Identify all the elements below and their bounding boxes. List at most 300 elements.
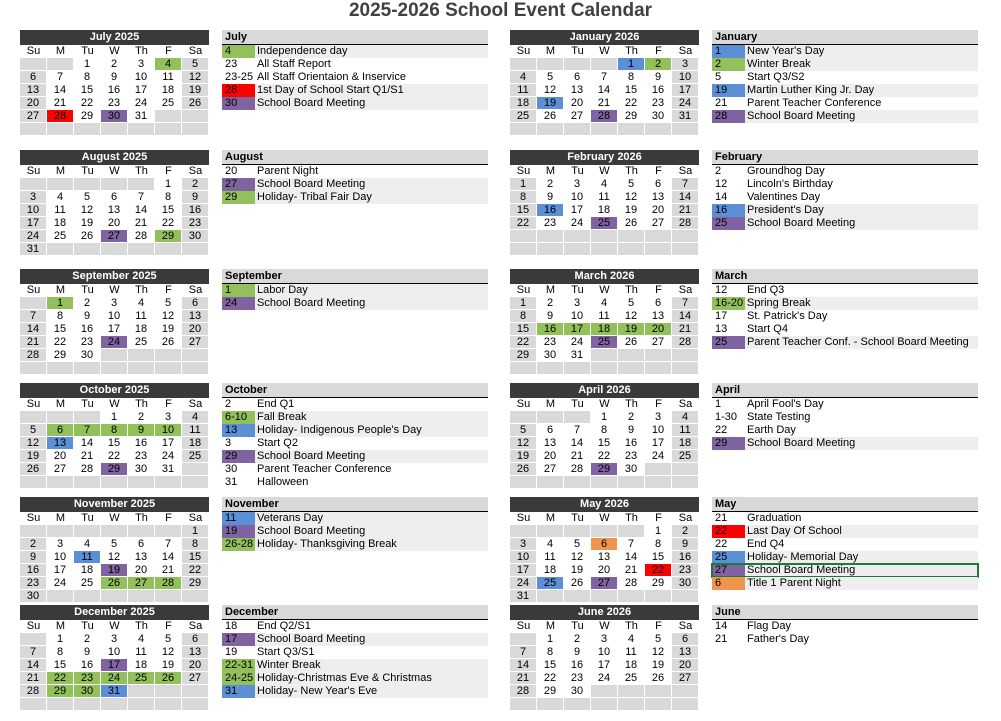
calendar-day[interactable]: 27 (182, 336, 209, 349)
calendar-day[interactable]: 2 (537, 297, 564, 310)
event-row[interactable] (222, 58, 488, 71)
event-row[interactable] (712, 564, 978, 577)
event-row[interactable] (222, 512, 488, 525)
calendar-day[interactable]: 22 (101, 450, 128, 463)
calendar-day[interactable]: 13 (47, 437, 74, 450)
calendar-day[interactable]: 13 (537, 437, 564, 450)
calendar-day[interactable]: 31 (20, 243, 47, 256)
calendar-day[interactable]: 14 (20, 323, 47, 336)
calendar-day[interactable]: 4 (128, 297, 155, 310)
calendar-day[interactable]: 27 (101, 230, 128, 243)
calendar-day[interactable]: 8 (101, 424, 128, 437)
calendar-day[interactable]: 9 (537, 310, 564, 323)
calendar-day[interactable]: 12 (155, 646, 182, 659)
calendar-day[interactable]: 31 (155, 463, 182, 476)
calendar-day[interactable]: 14 (591, 84, 618, 97)
calendar-day[interactable]: 17 (672, 84, 699, 97)
event-row[interactable] (712, 620, 978, 633)
calendar-day[interactable]: 16 (672, 551, 699, 564)
calendar-day[interactable]: 15 (591, 437, 618, 450)
event-row[interactable] (712, 45, 978, 58)
calendar-day[interactable]: 12 (155, 310, 182, 323)
calendar-day[interactable]: 6 (182, 633, 209, 646)
event-row[interactable] (712, 204, 978, 217)
calendar-day[interactable]: 10 (101, 646, 128, 659)
calendar-day[interactable]: 26 (510, 463, 537, 476)
event-row[interactable] (712, 191, 978, 204)
calendar-day[interactable]: 16 (537, 204, 564, 217)
calendar-day[interactable]: 4 (74, 538, 101, 551)
calendar-day[interactable]: 12 (618, 310, 645, 323)
calendar-day[interactable]: 1 (510, 297, 537, 310)
event-row[interactable] (222, 424, 488, 437)
calendar-day[interactable]: 26 (101, 577, 128, 590)
calendar-day[interactable]: 2 (20, 538, 47, 551)
calendar-day[interactable]: 11 (618, 646, 645, 659)
calendar-day[interactable]: 17 (128, 84, 155, 97)
event-row[interactable] (222, 659, 488, 672)
calendar-day[interactable]: 19 (20, 450, 47, 463)
calendar-day[interactable]: 18 (672, 437, 699, 450)
calendar-day[interactable]: 10 (20, 204, 47, 217)
calendar-day[interactable]: 20 (128, 564, 155, 577)
calendar-day[interactable]: 13 (591, 551, 618, 564)
calendar-day[interactable]: 24 (510, 577, 537, 590)
calendar-day[interactable]: 28 (510, 685, 537, 698)
event-row[interactable] (222, 672, 488, 685)
calendar-day[interactable]: 10 (510, 551, 537, 564)
calendar-day[interactable]: 24 (155, 450, 182, 463)
calendar-day[interactable]: 12 (618, 191, 645, 204)
calendar-day[interactable]: 13 (101, 204, 128, 217)
event-row[interactable] (712, 323, 978, 336)
calendar-day[interactable]: 11 (510, 84, 537, 97)
calendar-day[interactable]: 29 (155, 230, 182, 243)
calendar-day[interactable]: 20 (672, 659, 699, 672)
calendar-day[interactable]: 6 (47, 424, 74, 437)
calendar-day[interactable]: 10 (672, 71, 699, 84)
calendar-day[interactable]: 30 (645, 110, 672, 123)
calendar-day[interactable]: 23 (74, 672, 101, 685)
calendar-day[interactable]: 17 (47, 564, 74, 577)
calendar-day[interactable]: 3 (101, 297, 128, 310)
calendar-day[interactable]: 21 (672, 204, 699, 217)
calendar-day[interactable]: 3 (128, 58, 155, 71)
calendar-day[interactable]: 11 (155, 71, 182, 84)
calendar-day[interactable]: 20 (101, 217, 128, 230)
event-row[interactable] (222, 646, 488, 659)
event-row[interactable] (222, 71, 488, 84)
calendar-day[interactable]: 14 (672, 310, 699, 323)
calendar-day[interactable]: 19 (618, 323, 645, 336)
calendar-day[interactable]: 26 (20, 463, 47, 476)
calendar-day[interactable]: 6 (537, 424, 564, 437)
calendar-day[interactable]: 11 (672, 424, 699, 437)
calendar-day[interactable]: 20 (591, 564, 618, 577)
calendar-day[interactable]: 21 (672, 323, 699, 336)
calendar-day[interactable]: 10 (128, 71, 155, 84)
event-row[interactable] (712, 165, 978, 178)
calendar-day[interactable]: 13 (672, 646, 699, 659)
calendar-day[interactable]: 1 (537, 633, 564, 646)
calendar-day[interactable]: 3 (510, 538, 537, 551)
calendar-day[interactable]: 17 (510, 564, 537, 577)
calendar-day[interactable]: 26 (182, 97, 209, 110)
calendar-day[interactable]: 2 (101, 58, 128, 71)
calendar-day[interactable]: 27 (128, 577, 155, 590)
calendar-day[interactable]: 15 (510, 323, 537, 336)
calendar-day[interactable]: 29 (182, 577, 209, 590)
calendar-day[interactable]: 31 (128, 110, 155, 123)
calendar-day[interactable]: 26 (537, 110, 564, 123)
calendar-day[interactable]: 3 (101, 633, 128, 646)
calendar-day[interactable]: 29 (510, 349, 537, 362)
calendar-day[interactable]: 7 (672, 178, 699, 191)
calendar-day[interactable]: 25 (74, 577, 101, 590)
calendar-day[interactable]: 5 (618, 178, 645, 191)
event-row[interactable] (222, 538, 488, 551)
calendar-day[interactable]: 1 (618, 58, 645, 71)
calendar-day[interactable]: 21 (510, 672, 537, 685)
calendar-day[interactable]: 22 (537, 672, 564, 685)
calendar-day[interactable]: 20 (645, 204, 672, 217)
calendar-day[interactable]: 7 (510, 646, 537, 659)
calendar-day[interactable]: 8 (510, 310, 537, 323)
calendar-day[interactable]: 21 (591, 97, 618, 110)
calendar-day[interactable]: 27 (672, 672, 699, 685)
calendar-day[interactable]: 30 (182, 230, 209, 243)
event-row[interactable] (222, 284, 488, 297)
calendar-day[interactable]: 2 (645, 58, 672, 71)
calendar-day[interactable]: 22 (510, 217, 537, 230)
calendar-day[interactable]: 7 (591, 71, 618, 84)
calendar-day[interactable]: 11 (128, 646, 155, 659)
event-row[interactable] (222, 476, 488, 489)
calendar-day[interactable]: 25 (155, 97, 182, 110)
calendar-day[interactable]: 11 (591, 310, 618, 323)
calendar-day[interactable]: 25 (591, 336, 618, 349)
calendar-day[interactable]: 9 (182, 191, 209, 204)
calendar-day[interactable]: 2 (672, 525, 699, 538)
calendar-day[interactable]: 15 (182, 551, 209, 564)
calendar-day[interactable]: 8 (155, 191, 182, 204)
calendar-day[interactable]: 25 (128, 336, 155, 349)
calendar-day[interactable]: 23 (537, 336, 564, 349)
event-row[interactable] (222, 178, 488, 191)
calendar-day[interactable]: 2 (618, 411, 645, 424)
event-row[interactable] (222, 525, 488, 538)
calendar-day[interactable]: 13 (645, 191, 672, 204)
calendar-day[interactable]: 3 (564, 297, 591, 310)
calendar-day[interactable]: 14 (618, 551, 645, 564)
calendar-day[interactable]: 1 (101, 411, 128, 424)
calendar-day[interactable]: 25 (618, 672, 645, 685)
calendar-day[interactable]: 8 (537, 646, 564, 659)
event-row[interactable] (222, 165, 488, 178)
calendar-day[interactable]: 23 (618, 450, 645, 463)
calendar-day[interactable]: 22 (645, 564, 672, 577)
event-row[interactable] (712, 512, 978, 525)
calendar-day[interactable]: 25 (591, 217, 618, 230)
calendar-day[interactable]: 21 (47, 97, 74, 110)
event-row[interactable] (712, 284, 978, 297)
event-row[interactable] (222, 191, 488, 204)
calendar-day[interactable]: 13 (182, 646, 209, 659)
event-row[interactable] (712, 525, 978, 538)
calendar-day[interactable]: 15 (510, 204, 537, 217)
event-row[interactable] (712, 71, 978, 84)
calendar-day[interactable]: 5 (510, 424, 537, 437)
calendar-day[interactable]: 29 (47, 349, 74, 362)
calendar-day[interactable]: 16 (645, 84, 672, 97)
event-row[interactable] (222, 297, 488, 310)
event-row[interactable] (712, 178, 978, 191)
calendar-day[interactable]: 25 (47, 230, 74, 243)
calendar-day[interactable]: 30 (672, 577, 699, 590)
event-row[interactable] (222, 437, 488, 450)
calendar-day[interactable]: 28 (128, 230, 155, 243)
event-row[interactable] (222, 620, 488, 633)
calendar-day[interactable]: 17 (20, 217, 47, 230)
calendar-day[interactable]: 18 (47, 217, 74, 230)
calendar-day[interactable]: 2 (74, 297, 101, 310)
calendar-day[interactable]: 18 (128, 323, 155, 336)
calendar-day[interactable]: 30 (101, 110, 128, 123)
calendar-day[interactable]: 3 (20, 191, 47, 204)
calendar-day[interactable]: 8 (74, 71, 101, 84)
calendar-day[interactable]: 8 (47, 646, 74, 659)
calendar-day[interactable]: 1 (47, 633, 74, 646)
calendar-day[interactable]: 31 (101, 685, 128, 698)
calendar-day[interactable]: 7 (47, 71, 74, 84)
calendar-day[interactable]: 18 (618, 659, 645, 672)
calendar-day[interactable]: 5 (101, 538, 128, 551)
calendar-day[interactable]: 10 (564, 310, 591, 323)
calendar-day[interactable]: 30 (74, 349, 101, 362)
calendar-day[interactable]: 2 (74, 633, 101, 646)
calendar-day[interactable]: 5 (618, 297, 645, 310)
calendar-day[interactable]: 19 (537, 97, 564, 110)
calendar-day[interactable]: 26 (564, 577, 591, 590)
calendar-day[interactable]: 17 (101, 659, 128, 672)
calendar-day[interactable]: 16 (182, 204, 209, 217)
calendar-day[interactable]: 10 (645, 424, 672, 437)
calendar-day[interactable]: 14 (128, 204, 155, 217)
calendar-day[interactable]: 12 (101, 551, 128, 564)
calendar-day[interactable]: 11 (537, 551, 564, 564)
calendar-day[interactable]: 18 (591, 323, 618, 336)
calendar-day[interactable]: 17 (564, 204, 591, 217)
calendar-day[interactable]: 7 (128, 191, 155, 204)
event-row[interactable] (712, 84, 978, 97)
calendar-day[interactable]: 16 (537, 323, 564, 336)
calendar-day[interactable]: 15 (645, 551, 672, 564)
event-row[interactable] (712, 551, 978, 564)
calendar-day[interactable]: 9 (74, 310, 101, 323)
calendar-day[interactable]: 30 (564, 685, 591, 698)
calendar-day[interactable]: 22 (591, 450, 618, 463)
calendar-day[interactable]: 1 (47, 297, 74, 310)
event-row[interactable] (712, 437, 978, 450)
event-row[interactable] (222, 633, 488, 646)
calendar-day[interactable]: 5 (155, 297, 182, 310)
event-row[interactable] (222, 398, 488, 411)
calendar-day[interactable]: 23 (20, 577, 47, 590)
calendar-day[interactable]: 8 (645, 538, 672, 551)
calendar-day[interactable]: 19 (182, 84, 209, 97)
calendar-day[interactable]: 6 (645, 178, 672, 191)
calendar-day[interactable]: 7 (672, 297, 699, 310)
calendar-day[interactable]: 2 (564, 633, 591, 646)
calendar-day[interactable]: 13 (128, 551, 155, 564)
calendar-day[interactable]: 26 (155, 336, 182, 349)
calendar-day[interactable]: 5 (74, 191, 101, 204)
calendar-day[interactable]: 19 (155, 323, 182, 336)
calendar-day[interactable]: 4 (47, 191, 74, 204)
calendar-day[interactable]: 23 (564, 672, 591, 685)
event-row[interactable] (222, 97, 488, 110)
calendar-day[interactable]: 21 (74, 450, 101, 463)
event-row[interactable] (222, 450, 488, 463)
calendar-day[interactable]: 30 (74, 685, 101, 698)
calendar-day[interactable]: 15 (74, 84, 101, 97)
calendar-day[interactable]: 17 (564, 323, 591, 336)
calendar-day[interactable]: 22 (510, 336, 537, 349)
event-row[interactable] (712, 217, 978, 230)
calendar-day[interactable]: 16 (74, 659, 101, 672)
calendar-day[interactable]: 28 (20, 349, 47, 362)
calendar-day[interactable]: 6 (20, 71, 47, 84)
calendar-day[interactable]: 16 (128, 437, 155, 450)
calendar-day[interactable]: 19 (74, 217, 101, 230)
calendar-day[interactable]: 21 (128, 217, 155, 230)
calendar-day[interactable]: 20 (182, 323, 209, 336)
calendar-day[interactable]: 31 (672, 110, 699, 123)
calendar-day[interactable]: 27 (20, 110, 47, 123)
calendar-day[interactable]: 6 (672, 633, 699, 646)
calendar-day[interactable]: 19 (510, 450, 537, 463)
calendar-day[interactable]: 7 (618, 538, 645, 551)
calendar-day[interactable]: 15 (155, 204, 182, 217)
calendar-day[interactable]: 16 (20, 564, 47, 577)
calendar-day[interactable]: 21 (564, 450, 591, 463)
calendar-day[interactable]: 12 (564, 551, 591, 564)
calendar-day[interactable]: 20 (645, 323, 672, 336)
calendar-day[interactable]: 1 (182, 525, 209, 538)
calendar-day[interactable]: 11 (74, 551, 101, 564)
calendar-day[interactable]: 7 (155, 538, 182, 551)
calendar-day[interactable]: 12 (20, 437, 47, 450)
calendar-day[interactable]: 23 (74, 336, 101, 349)
event-row[interactable] (712, 633, 978, 646)
event-row[interactable] (712, 424, 978, 437)
event-row[interactable] (712, 97, 978, 110)
calendar-day[interactable]: 27 (537, 463, 564, 476)
calendar-day[interactable]: 17 (591, 659, 618, 672)
calendar-day[interactable]: 25 (672, 450, 699, 463)
calendar-day[interactable]: 29 (645, 577, 672, 590)
calendar-day[interactable]: 23 (537, 217, 564, 230)
calendar-day[interactable]: 9 (537, 191, 564, 204)
calendar-day[interactable]: 19 (645, 659, 672, 672)
calendar-day[interactable]: 30 (537, 349, 564, 362)
calendar-day[interactable]: 11 (128, 310, 155, 323)
calendar-day[interactable]: 3 (564, 178, 591, 191)
calendar-day[interactable]: 16 (101, 84, 128, 97)
calendar-day[interactable]: 11 (591, 191, 618, 204)
calendar-day[interactable]: 29 (591, 463, 618, 476)
calendar-day[interactable]: 27 (645, 336, 672, 349)
calendar-day[interactable]: 18 (128, 659, 155, 672)
calendar-day[interactable]: 23 (101, 97, 128, 110)
calendar-day[interactable]: 30 (618, 463, 645, 476)
calendar-day[interactable]: 24 (564, 217, 591, 230)
calendar-day[interactable]: 29 (537, 685, 564, 698)
calendar-day[interactable]: 24 (101, 672, 128, 685)
calendar-day[interactable]: 14 (74, 437, 101, 450)
calendar-day[interactable]: 24 (564, 336, 591, 349)
calendar-day[interactable]: 29 (74, 110, 101, 123)
calendar-day[interactable]: 7 (20, 310, 47, 323)
calendar-day[interactable]: 12 (510, 437, 537, 450)
calendar-day[interactable]: 18 (74, 564, 101, 577)
event-row[interactable] (222, 84, 488, 97)
calendar-day[interactable]: 27 (591, 577, 618, 590)
event-row[interactable] (712, 398, 978, 411)
calendar-day[interactable]: 21 (155, 564, 182, 577)
calendar-day[interactable]: 5 (537, 71, 564, 84)
calendar-day[interactable]: 14 (20, 659, 47, 672)
calendar-day[interactable]: 28 (564, 463, 591, 476)
calendar-day[interactable]: 4 (591, 178, 618, 191)
calendar-day[interactable]: 16 (564, 659, 591, 672)
calendar-day[interactable]: 24 (128, 97, 155, 110)
calendar-day[interactable]: 27 (182, 672, 209, 685)
calendar-day[interactable]: 3 (591, 633, 618, 646)
calendar-day[interactable]: 20 (20, 97, 47, 110)
calendar-day[interactable]: 25 (510, 110, 537, 123)
calendar-day[interactable]: 26 (74, 230, 101, 243)
calendar-day[interactable]: 8 (618, 71, 645, 84)
event-row[interactable] (712, 336, 978, 349)
calendar-day[interactable]: 15 (101, 437, 128, 450)
calendar-day[interactable]: 28 (591, 110, 618, 123)
calendar-day[interactable]: 25 (128, 672, 155, 685)
calendar-day[interactable]: 6 (182, 297, 209, 310)
calendar-day[interactable]: 26 (618, 217, 645, 230)
calendar-day[interactable]: 3 (155, 411, 182, 424)
calendar-day[interactable]: 19 (618, 204, 645, 217)
calendar-day[interactable]: 20 (537, 450, 564, 463)
calendar-day[interactable]: 5 (182, 58, 209, 71)
calendar-day[interactable]: 1 (155, 178, 182, 191)
event-row[interactable] (712, 297, 978, 310)
calendar-day[interactable]: 22 (155, 217, 182, 230)
calendar-day[interactable]: 18 (510, 97, 537, 110)
calendar-day[interactable]: 29 (47, 685, 74, 698)
calendar-day[interactable]: 22 (74, 97, 101, 110)
calendar-day[interactable]: 4 (591, 297, 618, 310)
calendar-day[interactable]: 18 (182, 437, 209, 450)
calendar-day[interactable]: 29 (618, 110, 645, 123)
calendar-day[interactable]: 15 (47, 323, 74, 336)
event-row[interactable] (712, 110, 978, 123)
calendar-day[interactable]: 21 (20, 336, 47, 349)
calendar-day[interactable]: 9 (564, 646, 591, 659)
calendar-day[interactable]: 17 (155, 437, 182, 450)
calendar-day[interactable]: 5 (155, 633, 182, 646)
calendar-day[interactable]: 5 (20, 424, 47, 437)
